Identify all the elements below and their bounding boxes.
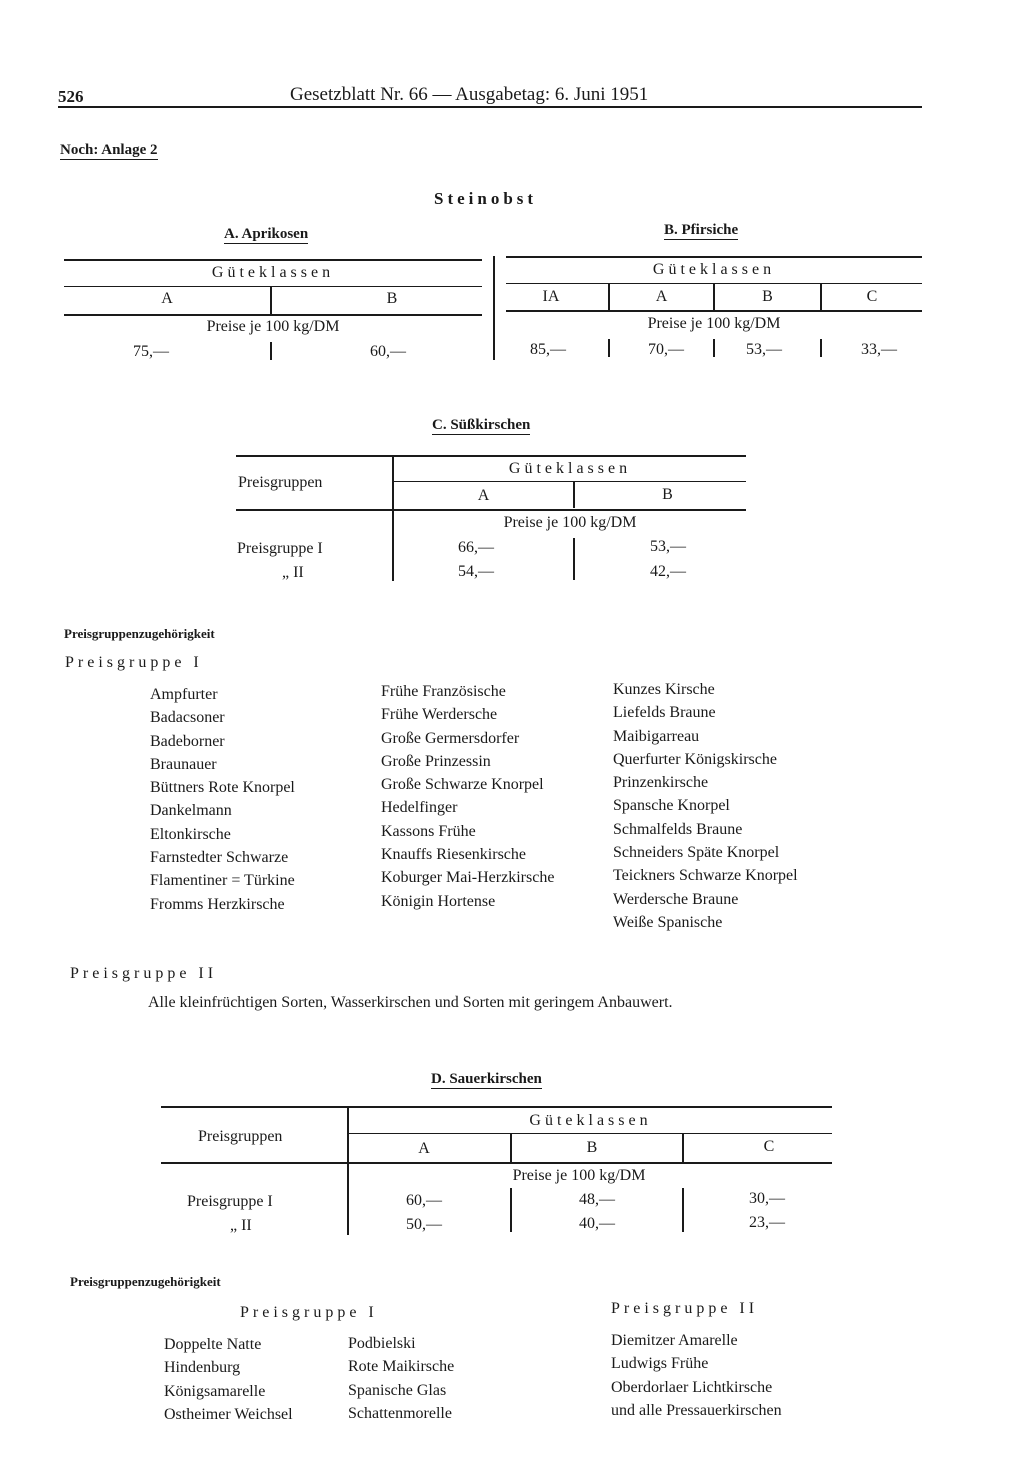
list-item: Braunauer — [150, 755, 217, 773]
aprikosen-value-b: 60,— — [370, 343, 406, 360]
suesskirschen-bottom-rule — [236, 509, 746, 511]
sauerkirschen-mid-rule — [349, 1133, 832, 1134]
sauerkirschen-row1-c: 30,— — [749, 1190, 785, 1207]
sauerkirschen-row2-label: „ II — [230, 1217, 252, 1234]
pfirsiche-value-a: 70,— — [648, 341, 684, 358]
list-item: Badeborner — [150, 732, 225, 750]
list-item: Königsamarelle — [164, 1382, 266, 1400]
zugehoerigkeit-c-col1 — [150, 683, 295, 916]
suesskirschen-top-rule — [236, 455, 746, 457]
pfirsiche-col-a: A — [655, 288, 668, 305]
suesskirschen-mid-rule — [394, 481, 746, 482]
suesskirschen-gueteklassen: Güteklassen — [508, 460, 632, 477]
pfirsiche-title: B. Pfirsiche — [664, 222, 739, 238]
section-title: Steinobst — [434, 189, 538, 208]
sauerkirschen-col-b: B — [586, 1139, 598, 1156]
sauerkirschen-price-label: Preise je 100 kg/DM — [512, 1167, 646, 1184]
sauerkirschen-col-c: C — [763, 1138, 775, 1155]
pfirsiche-value-divider-2 — [713, 339, 715, 357]
sauerkirschen-row2-b: 40,— — [579, 1215, 615, 1232]
sauerkirschen-value-divider-1 — [510, 1188, 512, 1232]
sauerkirschen-row1-b: 48,— — [579, 1191, 615, 1208]
sauerkirschen-row-header: Preisgruppen — [198, 1128, 283, 1145]
list-item: Königin Hortense — [381, 892, 496, 910]
list-item: Ludwigs Frühe — [611, 1355, 709, 1373]
sauerkirschen-bottom-rule — [161, 1162, 832, 1164]
list-item: Ostheimer Weichsel — [164, 1405, 293, 1423]
list-item: Badacsoner — [150, 709, 225, 727]
annex-label: Noch: Anlage 2 — [60, 142, 158, 158]
list-item: Maibigarreau — [613, 727, 700, 745]
sauerkirschen-row2-c: 23,— — [749, 1214, 785, 1231]
list-item: Kassons Frühe — [381, 822, 476, 840]
zugehoerigkeit-d-col2 — [348, 1332, 454, 1425]
list-item: Oberdorlaer Lichtkirsche — [611, 1378, 773, 1396]
list-item: Große Prinzessin — [381, 752, 491, 770]
list-item: Prinzenkirsche — [613, 774, 709, 792]
pfirsiche-bottom-rule — [506, 310, 922, 312]
list-item: Knauffs Riesenkirsche — [381, 846, 526, 864]
suesskirschen-price-label: Preise je 100 kg/DM — [503, 514, 637, 531]
zugehoerigkeit-d-col1 — [164, 1333, 293, 1426]
list-item: Spanische Glas — [348, 1381, 447, 1399]
list-item: Frühe Französische — [381, 683, 506, 700]
list-item: Werdersche Braune — [613, 890, 739, 908]
list-item: Große Germersdorfer — [381, 729, 520, 747]
list-item: Podbielski — [348, 1335, 416, 1352]
pfirsiche-top-rule — [506, 256, 922, 258]
aprikosen-value-a: 75,— — [133, 343, 169, 360]
pfirsiche-col-ia: IA — [542, 288, 560, 305]
list-item: Weiße Spanische — [613, 913, 723, 931]
list-item: Schneiders Späte Knorpel — [613, 844, 780, 862]
zugehoerigkeit-d-group2-title: Preisgruppe II — [611, 1300, 759, 1317]
page-title: Gesetzblatt Nr. 66 — Ausgabetag: 6. Juni 1951 — [290, 84, 649, 105]
list-item: Frühe Werdersche — [381, 706, 498, 724]
aprikosen-col-a: A — [161, 290, 173, 307]
list-item: Flamentiner = Türkine — [150, 872, 295, 890]
list-item: Querfurter Königskirsche — [613, 750, 777, 768]
zugehoerigkeit-d-group1-title: Preisgruppe I — [240, 1304, 378, 1321]
pfirsiche-col-b: B — [762, 288, 773, 305]
list-item: Große Schwarze Knorpel — [381, 776, 544, 794]
aprikosen-gueteklassen: Güteklassen — [211, 264, 335, 281]
sauerkirschen-top-rule — [161, 1106, 832, 1108]
aprikosen-mid-rule — [64, 286, 482, 287]
aprikosen-price-label: Preise je 100 kg/DM — [206, 318, 340, 335]
list-item: Büttners Rote Knorpel — [150, 779, 295, 797]
pfirsiche-gueteklassen: Güteklassen — [652, 261, 776, 278]
list-item: Spansche Knorpel — [613, 797, 730, 815]
suesskirschen-col-b: B — [662, 486, 673, 503]
zugehoerigkeit-c-group2-text: Alle kleinfrüchtigen Sorten, Wasserkirschen und Sorten mit geringem Anbauwert. — [148, 994, 673, 1011]
page-number: 526 — [58, 87, 84, 106]
suesskirschen-row2-label: „ II — [282, 564, 304, 581]
zugehoerigkeit-d-col3 — [611, 1329, 782, 1422]
list-item: Diemitzer Amarelle — [611, 1332, 738, 1349]
suesskirschen-row1-b: 53,— — [650, 538, 686, 555]
pfirsiche-value-divider-3 — [820, 339, 822, 357]
sauerkirschen-value-divider-2 — [682, 1188, 684, 1232]
header-rule — [58, 106, 922, 108]
list-item: Eltonkirsche — [150, 825, 231, 843]
list-item: Hedelfinger — [381, 799, 458, 817]
list-item: Teickners Schwarze Knorpel — [613, 867, 798, 885]
list-item: und alle Pressauerkirschen — [611, 1401, 782, 1419]
zugehoerigkeit-c-group2-title: Preisgruppe II — [70, 965, 218, 982]
suesskirschen-row1-a: 66,— — [458, 539, 494, 556]
sauerkirschen-gueteklassen: Güteklassen — [529, 1112, 652, 1129]
pfirsiche-value-ia: 85,— — [530, 341, 566, 358]
list-item: Rote Maikirsche — [348, 1358, 455, 1376]
list-item: Dankelmann — [150, 802, 232, 820]
list-item: Fromms Herzkirsche — [150, 895, 285, 913]
zugehoerigkeit-c-group1-title: Preisgruppe I — [65, 654, 203, 671]
aprikosen-top-rule — [64, 259, 482, 261]
pfirsiche-price-label: Preise je 100 kg/DM — [647, 315, 781, 332]
zugehoerigkeit-c-heading: Preisgruppenzugehörigkeit — [64, 626, 215, 641]
sauerkirschen-row1-label: Preisgruppe I — [187, 1193, 273, 1210]
zugehoerigkeit-d-heading: Preisgruppenzugehörigkeit — [70, 1274, 221, 1289]
suesskirschen-col-a: A — [477, 487, 490, 504]
aprikosen-bottom-rule — [64, 314, 482, 316]
zugehoerigkeit-c-col2 — [381, 680, 554, 913]
suesskirschen-row2-b: 42,— — [650, 563, 686, 580]
zugehoerigkeit-c-col3 — [613, 678, 798, 934]
list-item: Ampfurter — [150, 686, 218, 703]
pfirsiche-value-divider-1 — [608, 339, 610, 357]
aprikosen-title: A. Aprikosen — [224, 226, 309, 242]
aprikosen-value-divider — [270, 342, 272, 360]
suesskirschen-row-header: Preisgruppen — [238, 474, 323, 491]
list-item: Koburger Mai-Herzkirsche — [381, 869, 555, 887]
pfirsiche-value-b: 53,— — [746, 341, 782, 358]
list-item: Hindenburg — [164, 1359, 241, 1377]
pfirsiche-value-c: 33,— — [861, 341, 897, 358]
suesskirschen-title: C. Süßkirschen — [432, 417, 531, 433]
table-separator — [493, 256, 495, 360]
list-item: Farnstedter Schwarze — [150, 849, 289, 867]
sauerkirschen-col-a: A — [418, 1140, 430, 1157]
sauerkirschen-title: D. Sauerkirschen — [431, 1071, 542, 1087]
list-item: Doppelte Natte — [164, 1336, 262, 1353]
aprikosen-col-b: B — [386, 290, 398, 307]
pfirsiche-col-c: C — [866, 288, 878, 305]
sauerkirschen-row2-a: 50,— — [406, 1216, 442, 1233]
suesskirschen-value-divider — [573, 538, 575, 580]
list-item: Schmalfelds Braune — [613, 820, 743, 838]
suesskirschen-row2-a: 54,— — [458, 563, 494, 580]
list-item: Schattenmorelle — [348, 1404, 452, 1422]
sauerkirschen-row1-a: 60,— — [406, 1192, 442, 1209]
list-item: Liefelds Braune — [613, 704, 716, 722]
suesskirschen-row1-label: Preisgruppe I — [237, 540, 323, 557]
list-item: Kunzes Kirsche — [613, 681, 715, 698]
